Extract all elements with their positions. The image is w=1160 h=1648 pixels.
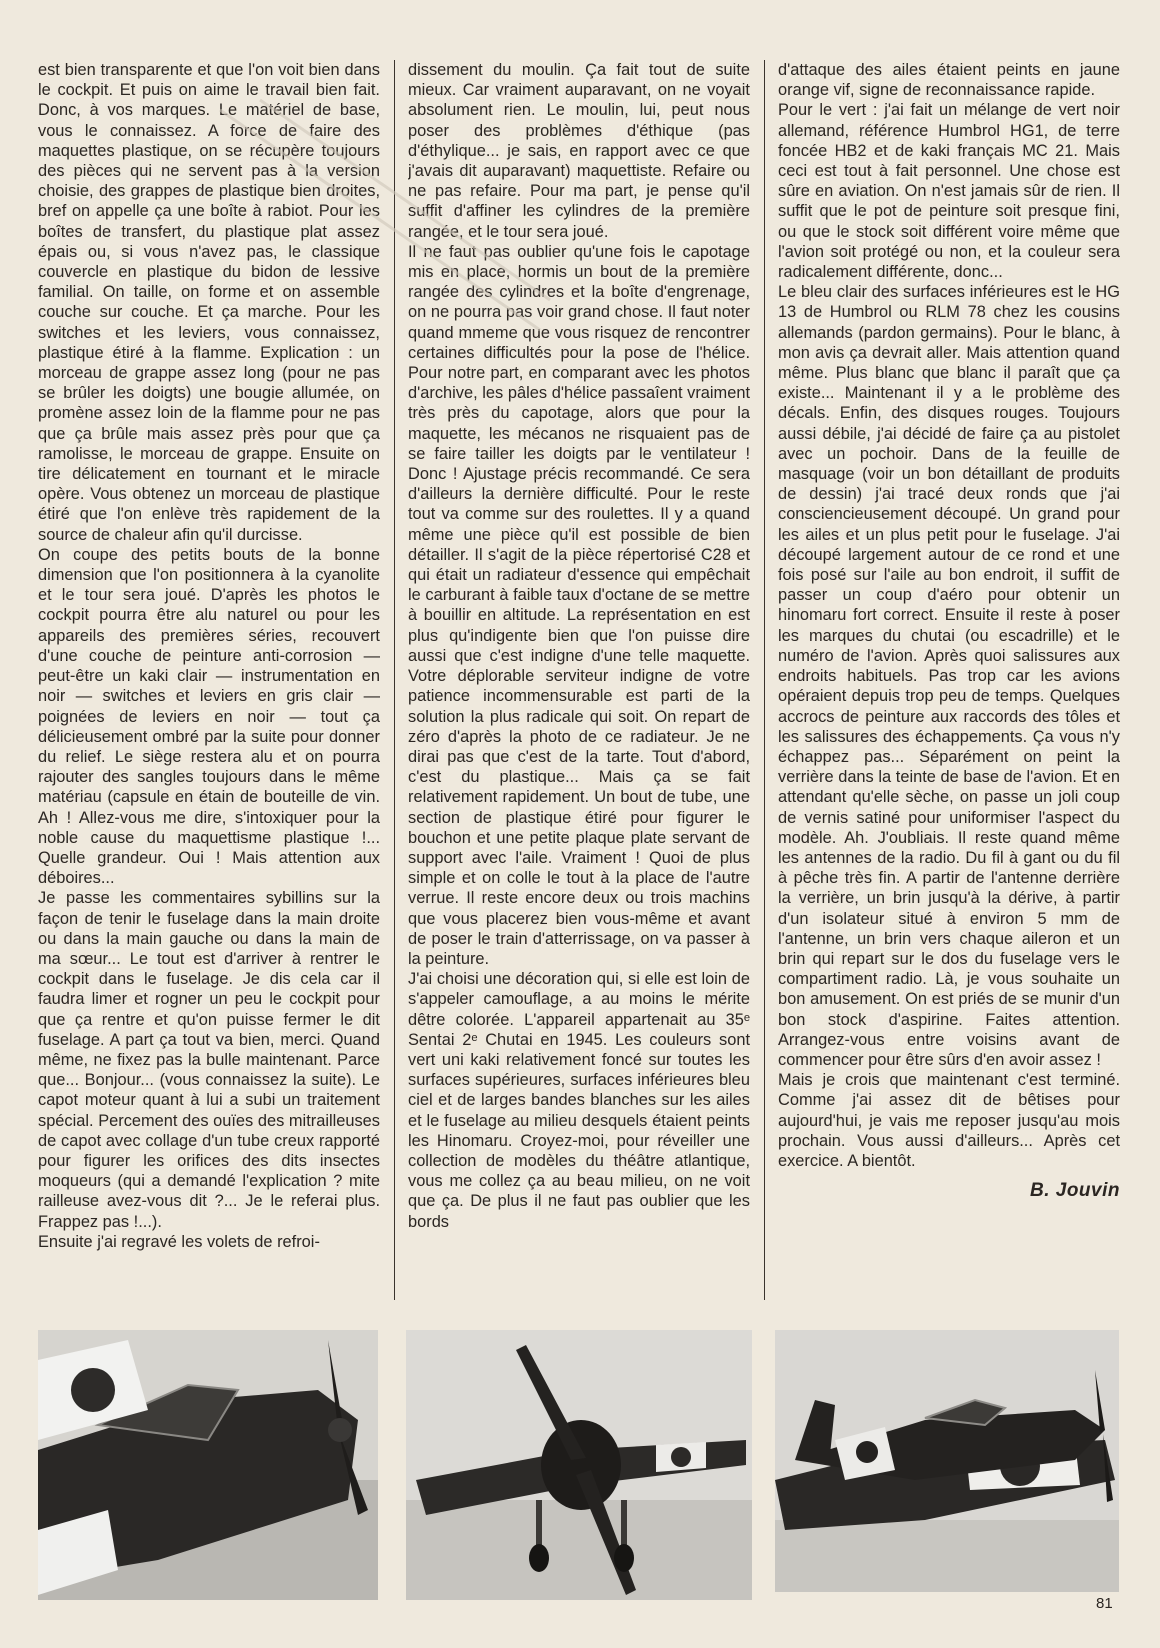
page-number: 81 (1096, 1595, 1113, 1612)
paragraph: est bien transparente et que l'on voit bien dans le cockpit. Et puis on aime le travail bien fait. Donc, à vos marques. Le matériel de base, vous le connaissez. A force de faire des maquettes plastique, on se récupère toujours des pièces qui ne servent pas à la version choisie, des grappes de plastique bien droites, bref on appelle ça une boîte à rabiot. Pour les boîtes de transfert, du plastique plat assez épais ou, si vous n'avez pas, le classique couvercle en plastique du bidon de lessive familial. On taille, on forme et on assemble couche sur couche. Et ça marche. Pour les switches et les leviers, vous connaissez, plastique étiré à la flamme. Explication : un morceau de grappe assez long (pour ne pas se brûler les doigts) une bougie allumée, on promène assez loin de la flamme pour ne pas que ça brûle mais assez près pour que ça ramolisse, le morceau de grappe. Ensuite on tire délicatement en tournant et le miracle opère. Vous obtenez un morceau de plastique étiré que l'on enlève très rapidement de la source de chaleur afin qu'il durcisse. (38, 61, 380, 544)
paragraph: d'attaque des ailes étaient peints en jaune orange vif, signe de reconnaissance rapide. (778, 61, 1120, 100)
photo-model-side (775, 1330, 1119, 1592)
paragraph: Il ne faut pas oublier qu'une fois le capotage mis en place, hormis un bout de la première rangée des cylindres et la boîte d'engrenage, on ne pourra pas voir grand chose. Il faut noter quand mmeme que vous risquez de rencontrer certaines difficultés pour la pose de l'hélice. Pour notre part, en comparant avec les photos d'archive, les pâles d'hélice passaîent vraiment très près du capotage, alors que pour la maquette, les mécanos ne risquaient pas de se faire tailler les doigts par le ventilateur ! Donc ! Ajustage précis recommandé. Ce sera d'ailleurs la dernière difficulté. Pour le reste tout va comme sur des roulettes. Il y a quand même une pièce qu'il est possible de bien détailler. Il s'agit de la pièce répertorisé C28 et qui était un radiateur d'essence qui empêchait le carburant à faible taux d'octane de se mettre à bouillir en altitude. La représentation en est plus qu'indigente bien que l'on puisse dire aussi que c'est indigne d'une telle maquette. Votre déplorable serviteur indigne de votre patience incommensurable est parti de la solution la plus radicale qui soit. On repart de zéro d'après la photo de ce radiateur. Je ne dirai pas que c'est de la tarte. Tout d'abord, c'est du plastique... Mais ça se fait relativement rapidement. Un bout de tube, une section de plastique étiré pour figurer le bouchon et une petite plaque plate servant de support avec l'aile. Vraiment ! Quoi de plus simple et on colle le tout à la place de l'autre verrue. Il reste encore deux ou trois machins que vous placerez bien vous-même et avant de poser le train d'atterrissage, on va passer à la peinture. (408, 242, 750, 968)
column-divider (394, 60, 395, 1300)
photo-model-cockpit (38, 1330, 378, 1600)
paragraph: J'ai choisi une décoration qui, si elle est loin de s'appeler camouflage, a au moins le mérite dêtre colorée. L'appareil appartenait au 35ᵉ Sentai 2ᵉ Chutai en 1945. Les couleurs sont vert uni kaki relativement foncé sur toutes les surfaces supérieures, surfaces inférieures bleu ciel et de larges bandes blanches sur les ailes et le fuselage au milieu desquels étaient peints les Hinomaru. Croyez-moi, pour réveiller une collection de modèles du théâtre atlantique, vous me collez ça au beau milieu, on ne voit que ça. De plus il ne faut pas oublier que les bords (408, 970, 750, 1231)
paragraph: On coupe des petits bouts de la bonne dimension que l'on positionnera à la cyanolite et le tour sera joué. D'après les photos le cockpit pourra être alu naturel ou pour les appareils des premières séries, recouvert d'une couche de peinture anti-corrosion — peut-être un kaki clair — instrumentation en noir — switches et leviers en gris clair — poignées de leviers en noir — tout ça délicieusement ombré par la suite pour donner du relief. Le siège restera alu et on pourra rajouter des sangles toujours dans le même matériau (capsule en étain de bouteille de vin. Ah ! Allez-vous me dire, s'intoxiquer pour la noble cause du maquettisme plastique !... Quelle grandeur. Oui ! Mais attention aux déboires... (38, 545, 380, 888)
author-signature: B. Jouvin (1029, 1180, 1120, 1202)
photo-model-front (406, 1330, 752, 1600)
paragraph: Ensuite j'ai regravé les volets de refroi- (38, 1232, 320, 1251)
paragraph: Mais je crois que maintenant c'est terminé. Comme j'ai assez dit de bêtises pour aujourd'hui, je vais me reposer jusqu'au mois prochain. Vous aussi d'ailleurs... Après cet exercice. A bientôt. (778, 1071, 1120, 1170)
paragraph: dissement du moulin. Ça fait tout de suite mieux. Car vraiment auparavant, on ne voyait absolument rien. Le moulin, lui, peut nous poser des problèmes d'éthique (pas d'éthylique... je sais, en rapport avec ce que j'avais dit auparavant) maquettiste. Refaire ou ne pas refaire. Pour ma part, je pense qu'il suffit d'affiner les cylindres de la première rangée, et le tour sera joué. (408, 61, 750, 241)
paragraph: Pour le vert : j'ai fait un mélange de vert noir allemand, référence Humbrol HG1, de terre foncée HB2 et de kaki français MC 21. Mais ceci est tout à fait personnel. Une chose est sûre en aviation. On n'est jamais sûr de rien. Il suffit que le pot de peinture soit presque fini, ou que le stock soit différent voire même que l'avion soit protégé ou non, et la couleur sera radicalement différente, donc... (778, 101, 1120, 282)
text-column-3 (778, 60, 1120, 1300)
text-column-1 (38, 60, 380, 1300)
column-divider (764, 60, 765, 1300)
text-column-2 (408, 60, 750, 1300)
paragraph: Le bleu clair des surfaces inférieures est le HG 13 de Humbrol ou RLM 78 chez les cousins allemands (pardon germains). Pour le blanc, à mon avis ça devrait aller. Mais attention quand même. Plus blanc que blanc il paraît que ça existe... Maintenant il y a le problème des décals. Enfin, des disques rouges. Toujours aussi débile, j'ai décidé de faire ça au pistolet avec un pochoir. Dans de la feuille de masquage (voir un bon détaillant de produits de dessin) j'ai tracé deux ronds que j'ai consciencieusement découpé. Un grand pour les ailes et un plus petit pour le fuselage. J'ai découpé largement autour de ce rond et une fois posé sur l'aile au bon endroit, il suffit de passer un coup d'aéro pour obtenir un hinomaru fort correct. Ensuite il reste à poser les marques du chutai (ou escadrille) et le numéro de l'avion. Après quoi salissures aux endroits habituels. Pas trop car les avions opéraient depuis trop peu de temps. Quelques accrocs de peinture aux raccords des tôles et les salissures des échappements. Ça vous n'y échappez pas... Séparément on peint la verrière dans la teinte de base de l'avion. Et en attendant qu'elle sèche, on passe un joli coup de vernis satiné pour uniformiser l'aspect du modèle. Ah. J'oubliais. Il reste quand même les antennes de la radio. Du fil à gant ou du fil à pêche très fin. A partir de l'antenne derrière la verrière, un brin jusqu'à la dérive, à partir d'un isolateur situé à environ 5 mm de l'antenne, un brin vers chaque aileron et un brin qui repart sur le dos du fuselage vers le compartiment radio. Là, je vous souhaite un bon amusement. On est priés de se munir d'un bon stock d'aspirine. Faites attention. Arrangez-vous entre voisins avant de commencer pour être sûrs d'en avoir assez ! (778, 283, 1120, 1069)
paragraph: Je passe les commentaires sybillins sur la façon de tenir le fuselage dans la main droite ou dans la main gauche ou dans la main de ma sœur... Le tout est d'arriver à rentrer le cockpit dans le fuselage. Je dis cela car il faudra limer et rogner un peu le cockpit pour que ça rentre et qu'on puisse fermer le dit fuselage. A part ça tout va bien, merci. Quand même, ne fixez pas la bulle maintenant. Parce que... Bonjour... (vous connaissez la suite). Le capot moteur quant à lui a subi un traitement spécial. Percement des ouïes des mitrailleuses de capot avec collage d'un tube creux rapporté pour figurer les orifices des dits insectes moqueurs (qui a demandé l'explication ? mite railleuse avez-vous dit ?... Je le referai plus. Frappez pas !...). (38, 889, 380, 1231)
